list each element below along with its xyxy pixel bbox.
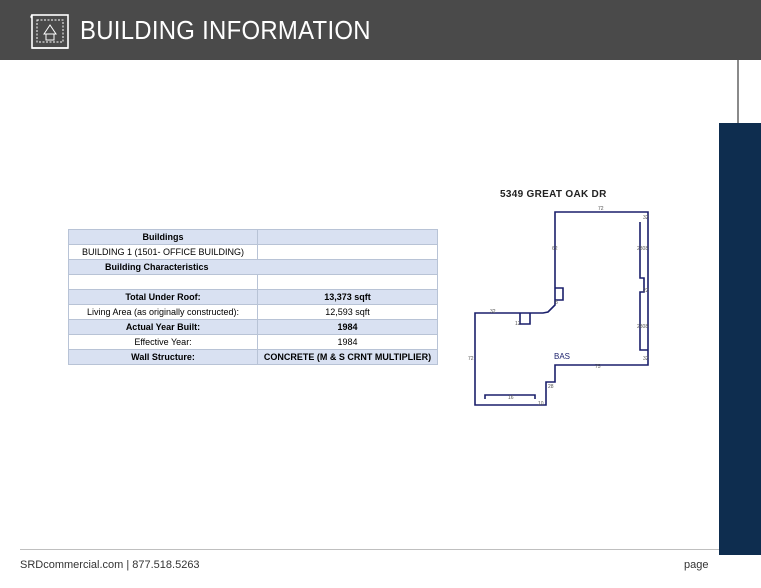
row-value: 12,593 sqft: [258, 305, 438, 320]
footer-divider: [20, 549, 719, 550]
table-cell: [258, 275, 438, 290]
dimension-label: 2808: [637, 324, 649, 330]
page-title: BUILDING INFORMATION: [80, 15, 371, 45]
row-value: CONCRETE (M & S CRNT MULTIPLIER): [258, 350, 438, 365]
dimension-label: 16: [508, 395, 514, 401]
dimension-label: 75: [595, 364, 601, 370]
dimension-label: 32: [643, 215, 649, 221]
sidebar-accent-bar: [719, 123, 761, 555]
dimension-label: 10: [538, 401, 544, 407]
building-name: BUILDING 1 (1501- OFFICE BUILDING): [69, 245, 258, 260]
dimension-label: 28: [548, 384, 554, 390]
row-label: Total Under Roof:: [69, 290, 258, 305]
table-row: [69, 320, 438, 335]
dimension-label: 62: [552, 246, 558, 252]
table-row: [69, 275, 438, 290]
characteristics-header: Building Characteristics: [69, 260, 438, 275]
decorative-vertical-line: [737, 60, 739, 123]
row-label: Actual Year Built:: [69, 320, 258, 335]
table-cell: [258, 245, 438, 260]
sketch-title: 5349 GREAT OAK DR: [500, 189, 607, 200]
building-info-table: [68, 229, 438, 365]
row-label: Effective Year:: [69, 335, 258, 350]
table-cell: [258, 230, 438, 245]
dimension-label: 32: [490, 309, 496, 315]
row-value: 1984: [258, 335, 438, 350]
table-row: [69, 260, 438, 275]
dimension-label: 72: [598, 206, 604, 212]
building-sketch: [460, 200, 660, 415]
dimension-label: 8: [555, 300, 558, 306]
row-value: 1984: [258, 320, 438, 335]
dimension-label: 72: [468, 356, 474, 362]
buildings-header: Buildings: [69, 230, 258, 245]
table-cell: [69, 275, 258, 290]
row-label: Wall Structure:: [69, 350, 258, 365]
dimension-label: 22: [643, 288, 649, 294]
row-label: Living Area (as originally constructed):: [69, 305, 258, 320]
sketch-outline: [475, 212, 648, 405]
table-row: [69, 305, 438, 320]
page-label: page: [684, 559, 709, 571]
page-number: 14: [733, 560, 747, 572]
sketch-inner-wall: [520, 313, 530, 324]
row-value: 13,373 sqft: [258, 290, 438, 305]
table-row: [69, 290, 438, 305]
area-label: BAS: [554, 352, 571, 361]
header-bar: [0, 0, 761, 60]
dimension-label: 2808: [637, 246, 649, 252]
dimension-label: 32: [643, 356, 649, 362]
table-row: [69, 335, 438, 350]
table-row: [69, 245, 438, 260]
sketch-inner-wall: [555, 288, 563, 300]
table-row: [69, 230, 438, 245]
sketch-inner-wall: [640, 222, 648, 350]
blueprint-icon: [30, 12, 70, 52]
table-row: [69, 350, 438, 365]
dimension-label: 12: [515, 321, 521, 327]
footer-contact: SRDcommercial.com | 877.518.5263: [20, 559, 200, 571]
